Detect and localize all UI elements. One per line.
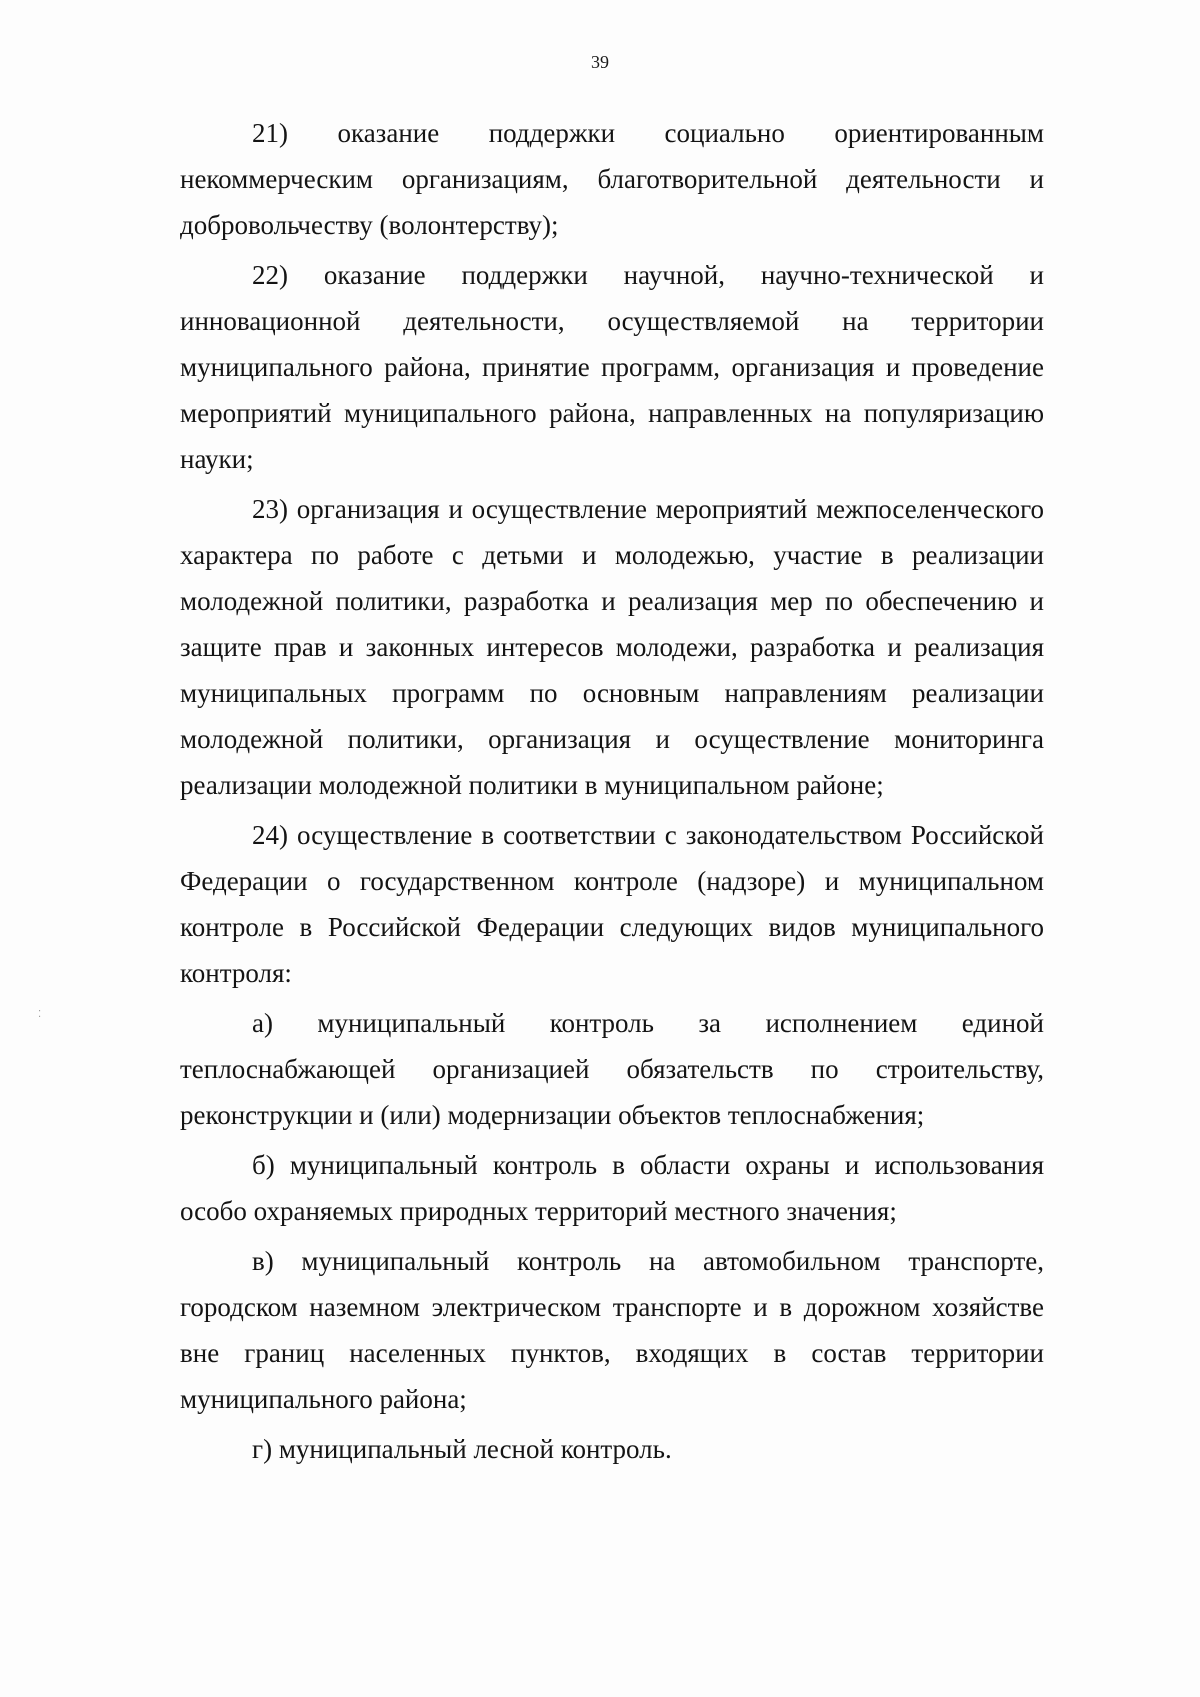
subparagraph-b: б) муниципальный контроль в области охраны и использования особо охраняемых природных территорий местного значения; (180, 1150, 1044, 1226)
page-number: 39 (591, 52, 609, 72)
paragraph-item-22: 22) оказание поддержки научной, научно-технической и инновационной деятельности, осуществляемой на территории муниципального района, принятие программ, организация и проведение мероприятий муниципального района, направленных на популяризацию науки; (180, 260, 1044, 474)
paragraph-item-23: 23) организация и осуществление мероприятий межпоселенческого характера по работе с детьми и молодежью, участие в реализации молодежной политики, разработка и реализация мер по обеспечению и защите прав и законных интересов молодежи, разработка и реализация муниципальных программ по основным направлениям реализации молодежной политики, организация и осуществление мониторинга реализации молодежной политики в муниципальном районе; (180, 494, 1044, 800)
document-body (180, 110, 1044, 1476)
scan-speck-mark: ⁚ (38, 1009, 42, 1020)
subparagraph-g: г) муниципальный лесной контроль. (252, 1434, 672, 1464)
subparagraph-a: а) муниципальный контроль за исполнением единой теплоснабжающей организацией обязательств по строительству, реконструкции и (или) модернизации объектов теплоснабжения; (180, 1008, 1044, 1130)
paragraph-item-24: 24) осуществление в соответствии с законодательством Российской Федерации о государственном контроле (надзоре) и муниципальном контроле в Российской Федерации следующих видов муниципального контроля: (180, 820, 1044, 988)
paragraph-item-21: 21) оказание поддержки социально ориентированным некоммерческим организациям, благотворительной деятельности и добровольчеству (волонтерству); (180, 118, 1044, 240)
subparagraph-v: в) муниципальный контроль на автомобильном транспорте, городском наземном электрическом транспорте и в дорожном хозяйстве вне границ населенных пунктов, входящих в состав территории муниципального района; (180, 1246, 1044, 1414)
